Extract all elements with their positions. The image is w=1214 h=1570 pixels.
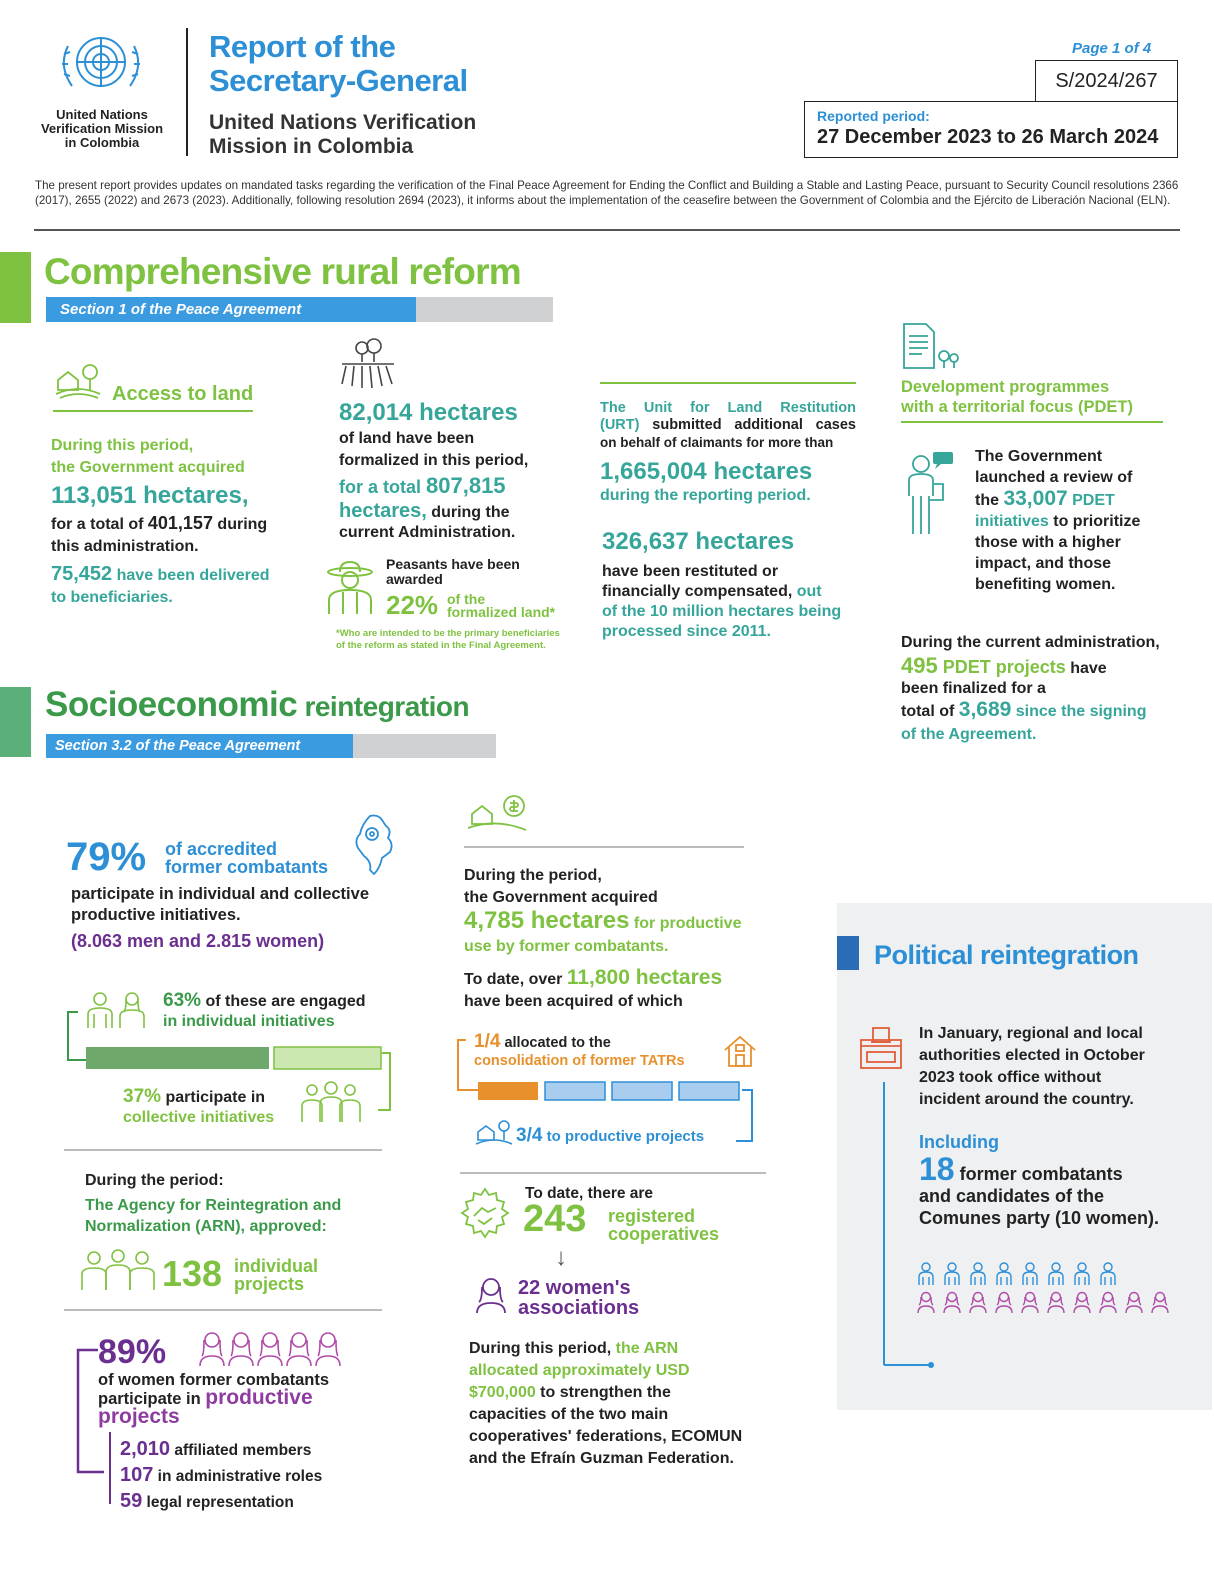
land-text: During the period, the Government acquired — [464, 867, 658, 906]
peasants-formalized: of the formalized land* — [447, 591, 556, 620]
political-text: In January, regional and local authorities elected in October 2023 took office without incident around the country. — [919, 1025, 1145, 1108]
productive-farm-icon — [474, 1116, 514, 1146]
house-icon — [722, 1033, 758, 1069]
socio-section-label: Section 3.2 of the Peace Agreement — [46, 734, 353, 758]
bar-bracket-left — [68, 1012, 86, 1060]
header-divider — [186, 28, 188, 156]
urt-hectares: 1,665,004 hectares — [600, 458, 813, 485]
urt-period: during the reporting period. — [600, 487, 811, 504]
reported-period-label: Reported period: — [817, 108, 930, 124]
rural-reform-title: Comprehensive rural reform — [44, 251, 521, 292]
formalized-text: of land have been formalized in this period, — [339, 430, 529, 469]
divider — [64, 1309, 382, 1311]
women-breakdown: 2,010 affiliated members 107 in administrative roles 59 legal representation — [120, 1438, 323, 1512]
divider — [460, 1172, 766, 1174]
land-total: To date, over 11,800 hectares have been acquired of which — [464, 966, 723, 1010]
women-89-percent: 89% — [98, 1333, 167, 1371]
peasants-text: Peasants have been awarded — [386, 556, 520, 587]
reported-period-value: 27 December 2023 to 26 March 2024 — [817, 126, 1159, 148]
quarter-tatr-text: 1/4 allocated to the consolidation of former TATRs — [474, 1031, 685, 1069]
access-total: for a total of 401,157 during this administration. — [51, 513, 268, 555]
restitution-hectares: 326,637 hectares — [602, 528, 795, 555]
urt-text: The Unit for Land Restitution (URT) submitted additional cases on behalf of claimants for more than — [600, 400, 856, 450]
land-productive: 4,785 hectares for productive use by former combatants. — [464, 907, 742, 955]
report-title: Report of the Secretary-General — [209, 29, 468, 98]
group-icon — [298, 1080, 364, 1124]
womens-associations: 22 women's associations — [518, 1277, 640, 1319]
women-text: of women former combatants participate in productive projects — [98, 1371, 330, 1428]
gender-breakdown: (8.063 men and 2.815 women) — [71, 931, 325, 951]
person-speech-icon — [905, 450, 957, 540]
percent-79-label: of accredited former combatants — [165, 839, 329, 877]
un-mission-name: United Nations Verification Mission in Colombia — [40, 107, 164, 150]
collective-share-bar — [274, 1047, 381, 1069]
colombia-map-icon — [352, 812, 398, 878]
un-logo — [54, 26, 148, 102]
restitution-text: have been restituted or financially compensated, out of the 10 million hectares being processed since 2011. — [602, 563, 842, 640]
down-arrow-icon: ↓ — [555, 1244, 567, 1271]
pdet-review-text: The Government launched a review of the 33,007 PDET initiatives to prioritize those with a higher impact, and those benefiting women. — [975, 448, 1141, 593]
field-trees-icon — [340, 336, 396, 390]
woman-icon — [474, 1274, 508, 1314]
cooperative-handshake-icon — [456, 1186, 514, 1244]
quarter-segment-productive — [545, 1082, 605, 1100]
page-number: Page 1 of 4 — [1072, 40, 1152, 57]
intro-divider — [34, 229, 1180, 231]
individual-text: 63% of these are engaged in individual initiatives — [163, 990, 366, 1030]
individual-share-bar — [86, 1047, 269, 1069]
section-marker — [0, 687, 31, 757]
rural-section-label: Section 1 of the Peace Agreement — [46, 297, 416, 322]
report-subtitle: United Nations Verification Mission in Colombia — [209, 111, 477, 158]
women-group-icon — [198, 1328, 344, 1368]
cooperatives-label: registered cooperatives — [608, 1206, 720, 1244]
socio-title: Socioeconomic reintegration — [45, 685, 470, 724]
people-group-icon — [80, 1248, 156, 1292]
farm-icon — [54, 358, 102, 400]
un-emblem-icon — [54, 26, 148, 102]
pdet-divider — [901, 421, 1163, 423]
formalized-total: for a total 807,815 hectares, during the — [339, 473, 510, 522]
arn-usd-text: During this period, the ARN allocated approximately USD $700,000 to strengthen the capacities of the two main cooperatives' federations, ECOMUN and the Efraín Guzman Federation. — [469, 1340, 743, 1467]
pdet-title: Development programmes with a territorial focus (PDET) — [901, 378, 1133, 416]
divider — [64, 1149, 382, 1151]
ballot-box-icon — [857, 1024, 905, 1072]
peasants-footnote: *Who are intended to be the primary beneficiaries of the reform as stated in the Final Agreement. — [336, 628, 560, 651]
doc-symbol: S/2024/267 — [1035, 60, 1178, 102]
quarter-segment-productive — [612, 1082, 672, 1100]
cooperatives-number: 243 — [523, 1198, 587, 1240]
access-delivered: 75,452 have been delivered to beneficiaries. — [51, 563, 270, 606]
access-divider — [53, 410, 253, 412]
urt-divider — [600, 382, 856, 384]
projects-label: individual projects — [234, 1256, 319, 1294]
arn-approved-text: During the period: The Agency for Reintegration and Normalization (ARN), approved: — [85, 1172, 342, 1235]
access-hectares: 113,051 hectares, — [51, 482, 249, 509]
projects-number: 138 — [162, 1253, 223, 1294]
pdet-current-text: During the current administration, 495 PDET projects have been finalized for a total of 3,689 since the signing of the Agreement. — [901, 634, 1160, 743]
peasant-icon — [323, 560, 377, 616]
participation-text: participate in individual and collective productive initiatives. — [71, 885, 369, 924]
intro-text: The present report provides updates on mandated tasks regarding the verification of the Final Peace Agreement for Ending the Conflict and Building a Stable and Lasting Peace, pursuant to Security Council resolutions 2366 (2017), 2655 (2022) and 2673 (2023). Additionally, following resolution 2694 (2023), it informs about the implementation of the ceasefire between the Government of Colombia and the Ejército de Liberación Nacional (ELN). — [35, 179, 1179, 207]
peasants-percent: 22% — [386, 590, 439, 620]
access-text: During this period, the Government acquired — [51, 437, 245, 476]
candidates-women-icons — [916, 1290, 1178, 1314]
quarter-productive-text: 3/4 to productive projects — [516, 1125, 705, 1146]
former-combatants-text: 18 former combatants and candidates of the Comunes party (10 women). — [919, 1151, 1160, 1228]
farm-money-icon — [466, 788, 530, 836]
section-marker — [0, 252, 31, 323]
formalized-admin: current Administration. — [339, 524, 516, 541]
divider — [464, 846, 744, 848]
document-trees-icon — [902, 322, 962, 372]
political-marker — [837, 936, 859, 970]
percent-79: 79% — [66, 835, 147, 879]
collective-text: 37% participate in collective initiatives — [123, 1086, 275, 1126]
including-label: Including — [919, 1132, 999, 1152]
cooperatives-intro: To date, there are — [525, 1185, 654, 1202]
quarter-segment-tatr — [478, 1082, 538, 1100]
access-to-land-title: Access to land — [112, 383, 254, 405]
reported-period-box — [804, 101, 1178, 158]
political-title: Political reintegration — [874, 940, 1139, 970]
candidates-men-icons — [916, 1262, 1126, 1286]
formalized-hectares: 82,014 hectares — [339, 399, 518, 426]
quarter-segment-productive — [679, 1082, 739, 1100]
